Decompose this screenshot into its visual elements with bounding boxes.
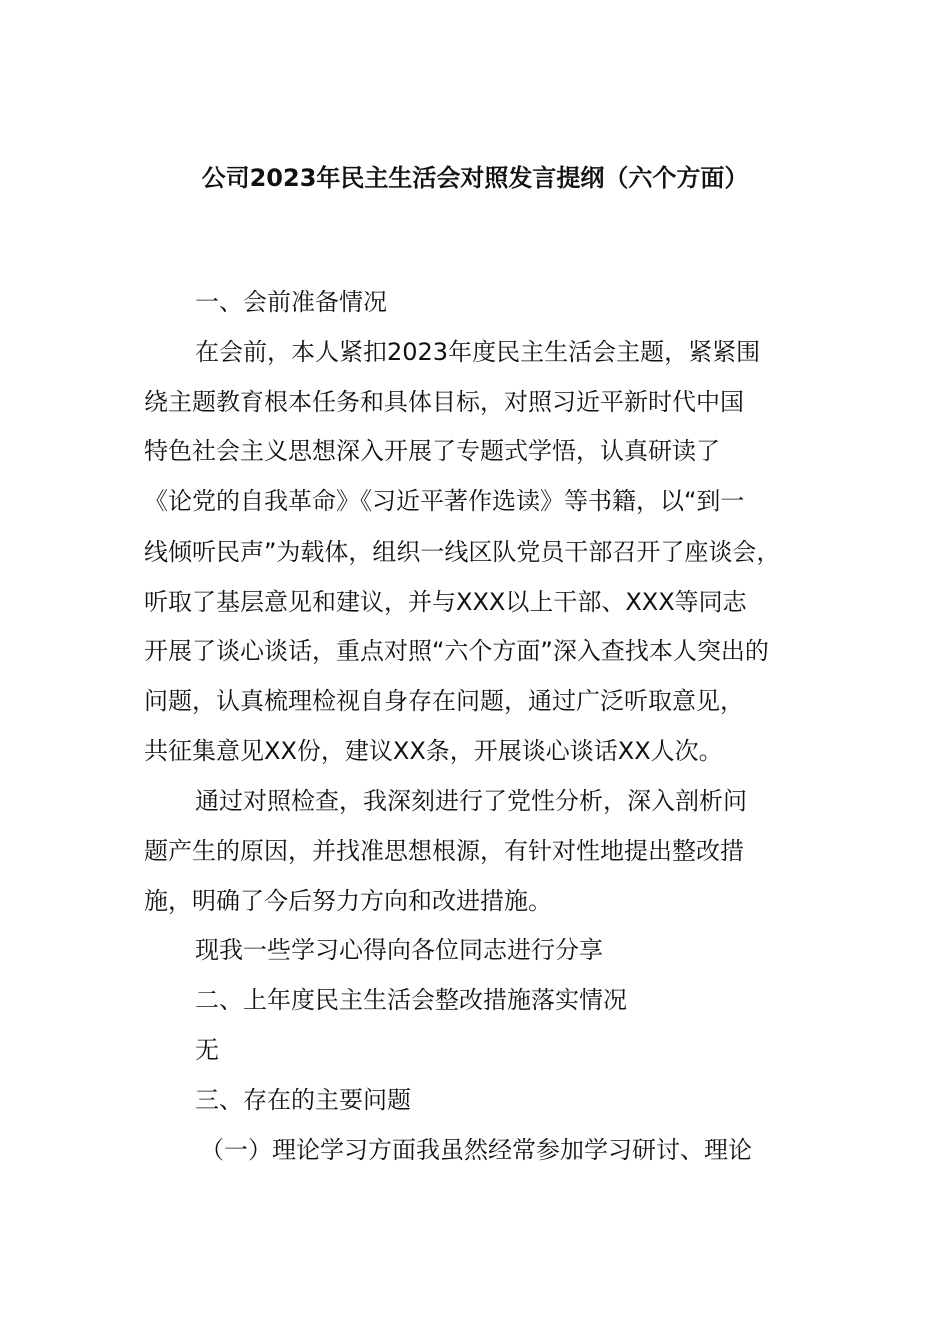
paragraph-line: 线倾听民声”为载体，组织一线区队党员干部召开了座谈会，	[144, 538, 781, 566]
paragraph-line: 问题，认真梳理检视自身存在问题，通过广泛听取意见，	[144, 687, 744, 715]
paragraph-line: 施，明确了今后努力方向和改进措施。	[144, 887, 552, 915]
paragraph-line: 共征集意见XX份，建议XX条，开展谈心谈话XX人次。	[144, 737, 723, 765]
paragraph-line: 题产生的原因，并找准思想根源，有针对性地提出整改措	[144, 837, 744, 865]
paragraph-line: 绕主题教育根本任务和具体目标，对照习近平新时代中国	[144, 388, 744, 416]
paragraph-line: 《论党的自我革命》《习近平著作选读》等书籍，以“到一	[144, 487, 745, 515]
paragraph-line: 开展了谈心谈话，重点对照“六个方面”深入查找本人突出的	[144, 637, 769, 665]
paragraph-line: 通过对照检查，我深刻进行了党性分析，深入剖析问	[195, 787, 747, 815]
section-heading-3: 三、存在的主要问题	[195, 1086, 411, 1114]
section-heading-1: 一、会前准备情况	[195, 288, 387, 316]
paragraph-line: 无	[195, 1036, 219, 1064]
paragraph-line: 听取了基层意见和建议，并与XXX以上干部、XXX等同志	[144, 588, 747, 616]
subsection-line: （一）理论学习方面我虽然经常参加学习研讨、理论	[200, 1136, 752, 1164]
document-title: 公司2023年民主生活会对照发言提纲（六个方面）	[201, 164, 749, 192]
section-heading-2: 二、上年度民主生活会整改措施落实情况	[195, 986, 627, 1014]
paragraph-line: 在会前，本人紧扣2023年度民主生活会主题，紧紧围	[195, 338, 761, 366]
paragraph-line: 特色社会主义思想深入开展了专题式学悟，认真研读了	[144, 437, 720, 465]
paragraph-line: 现我一些学习心得向各位同志进行分享	[195, 936, 603, 964]
